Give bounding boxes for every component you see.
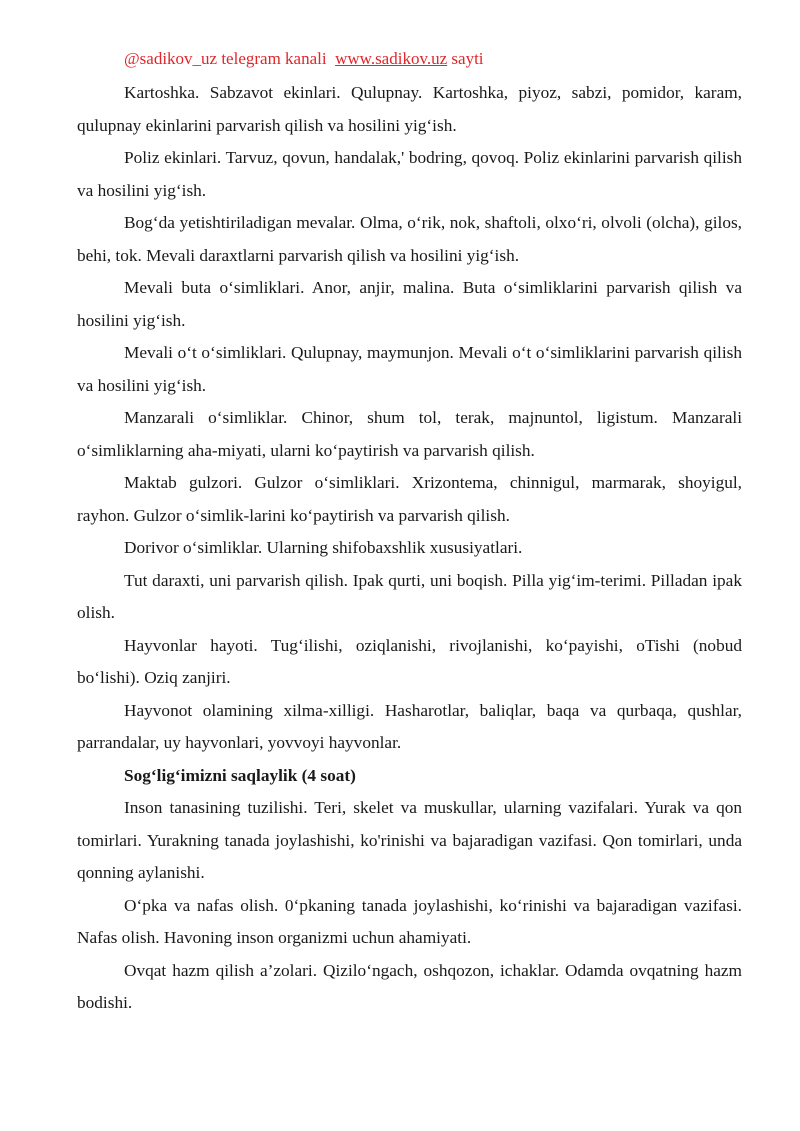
site-link[interactable]: www.sadikov.uz bbox=[335, 49, 448, 68]
page-header bbox=[77, 46, 742, 72]
section-paragraph: O‘pka va nafas olish. 0‘pkaning tanada joylashishi, ko‘rinishi va bajaradigan vazifasi. Nafas olish. Havoning inson organizmi uchun ahamiyati. bbox=[77, 895, 742, 947]
paragraph: Hayvonlar hayoti. Tug‘ilishi, oziqlanishi, rivojlanishi, ko‘payishi, oTishi (nobud bo‘lishi). Oziq zanjiri. bbox=[77, 635, 742, 687]
site-suffix: sayti bbox=[451, 49, 484, 68]
section-paragraph: Inson tanasining tuzilishi. Teri, skelet va muskullar, ularning vazifalari. Yurak va qon tomirlari. Yurakning tanada joylashishi, ko'rinishi va bajaradigan vazifasi. Qon tomirlari, unda qonning aylanishi. bbox=[77, 798, 742, 882]
paragraph: Manzarali o‘simliklar. Chinor, shum tol, terak, majnuntol, ligistum. Manzarali o‘simliklarning aha-miyati, ularni ko‘paytirish va parvarish qilish. bbox=[77, 408, 742, 460]
section-heading: Sog‘lig‘imizni saqlaylik (4 soat) bbox=[124, 765, 356, 785]
section-paragraph: Ovqat hazm qilish a’zolari. Qizilo‘ngach, oshqozon, ichaklar. Odamda ovqatning hazm bodishi. bbox=[77, 960, 742, 1012]
document-page bbox=[77, 46, 742, 1020]
paragraph: Tut daraxti, uni parvarish qilish. Ipak qurti, uni boqish. Pilla yig‘im-terimi. Pilladan ipak olish. bbox=[77, 570, 742, 622]
paragraph: Kartoshka. Sabzavot ekinlari. Qulupnay. Kartoshka, piyoz, sabzi, pomidor, karam, qulupnay ekinlarini parvarish qilish va hosilini yig‘ish. bbox=[77, 83, 742, 135]
paragraph: Bog‘da yetishtiriladigan mevalar. Olma, o‘rik, nok, shaftoli, olxo‘ri, olvoli (olcha), gilos, behi, tok. Mevali daraxtlarni parvarish qilish va hosilini yig‘ish. bbox=[77, 213, 742, 265]
telegram-channel-text: @sadikov_uz telegram kanali bbox=[124, 49, 327, 68]
paragraph: Maktab gulzori. Gulzor o‘simliklari. Xrizontema, chinnigul, marmarak, shoyigul, rayhon. Gulzor o‘simlik-larini ko‘paytirish va parvarish qilish. bbox=[77, 473, 742, 525]
paragraph: Poliz ekinlari. Tarvuz, qovun, handalak,' bodring, qovoq. Poliz ekinlarini parvarish qilish va hosilini yig‘ish. bbox=[77, 148, 742, 200]
paragraph: Mevali buta o‘simliklari. Anor, anjir, malina. Buta o‘simliklarini parvarish qilish va hosilini yig‘ish. bbox=[77, 278, 742, 330]
paragraph: Hayvonot olamining xilma-xilligi. Hasharotlar, baliqlar, baqa va qurbaqa, qushlar, parrandalar, uy hayvonlari, yovvoyi hayvonlar. bbox=[77, 700, 742, 752]
paragraph: Mevali o‘t o‘simliklari. Qulupnay, maymunjon. Mevali o‘t o‘simliklarini parvarish qilish va hosilini yig‘ish. bbox=[77, 343, 742, 395]
paragraph: Dorivor o‘simliklar. Ularning shifobaxshlik xususiyatlari. bbox=[124, 538, 523, 557]
